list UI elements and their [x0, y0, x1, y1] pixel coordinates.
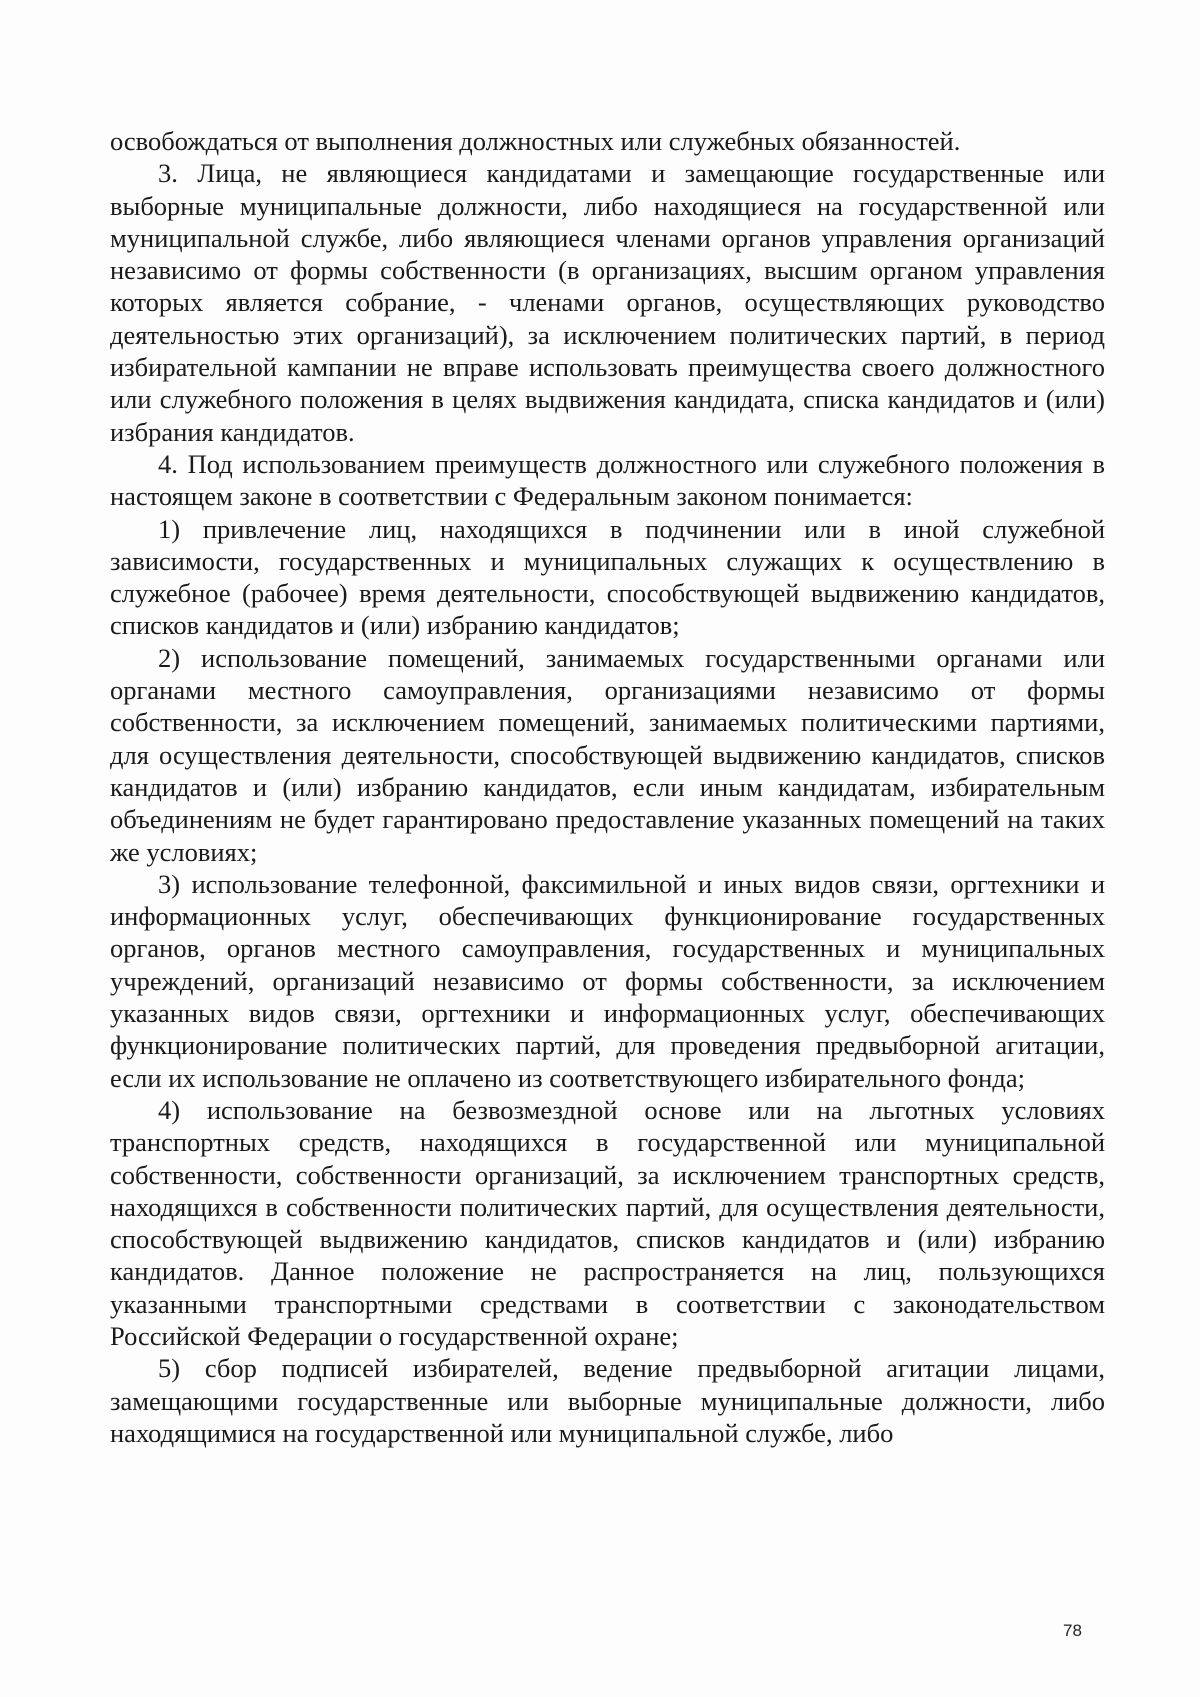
paragraph-item-3: 3. Лица, не являющиеся кандидатами и замещающие государственные или выборные муниципальные должности, либо находящиеся на государственной или муниципальной службе, либо являющиеся членами органов управления организаций независимо от формы собственности (в организациях, высшим органом управления которых является собрание, - членами органов, осуществляющих руководство деятельностью этих организаций), за исключением политических партий, в период избирательной кампании не вправе использовать преимущества своего должностного или служебного положения в целях выдвижения кандидата, списка кандидатов и (или) избрания кандидатов.: [110, 158, 1105, 447]
subparagraph-4: 4) использование на безвозмездной основе или на льготных условиях транспортных средств, находящихся в государственной или муниципальной собственности, собственности организаций, за исключением транспортных средств, находящихся в собственности политических партий, для осуществления деятельности, способствующей выдвижению кандидатов, списков кандидатов и (или) избранию кандидатов. Данное положение не распространяется на лиц, пользующихся указанными транспортными средствами в соответствии с законодательством Российской Федерации о государственной охране;: [110, 1094, 1105, 1351]
paragraph-item-4: 4. Под использованием преимуществ должностного или служебного положения в настоящем законе в соответствии с Федеральным законом понимается:: [110, 448, 1105, 512]
page-number: 78: [1063, 1621, 1082, 1640]
subparagraph-2: 2) использование помещений, занимаемых государственными органами или органами местного самоуправления, организациями независимо от формы собственности, за исключением помещений, занимаемых политическими партиями, для осуществления деятельности, способствующей выдвижению кандидатов, списков кандидатов и (или) избранию кандидатов, если иным кандидатам, избирательным объединениям не будет гарантировано предоставление указанных помещений на таких же условиях;: [110, 642, 1105, 867]
subparagraph-5: 5) сбор подписей избирателей, ведение предвыборной агитации лицами, замещающими государственные или выборные муниципальные должности, либо находящимися на государственной или муниципальной службе, либо: [110, 1353, 1105, 1448]
document-body: [110, 125, 1105, 1449]
subparagraph-3: 3) использование телефонной, факсимильной и иных видов связи, оргтехники и информационных услуг, обеспечивающих функционирование государственных органов, органов местного самоуправления, государственных и муниципальных учреждений, организаций независимо от формы собственности, за исключением указанных видов связи, оргтехники и информационных услуг, обеспечивающих функционирование политических партий, для проведения предвыборной агитации, если их использование не оплачено из соответствующего избирательного фонда;: [110, 868, 1105, 1093]
subparagraph-1: 1) привлечение лиц, находящихся в подчинении или в иной служебной зависимости, государственных и муниципальных служащих к осуществлению в служебное (рабочее) время деятельности, способствующей выдвижению кандидатов, списков кандидатов и (или) избранию кандидатов;: [110, 513, 1105, 641]
paragraph-continuation: освобождаться от выполнения должностных или служебных обязанностей.: [110, 126, 961, 156]
